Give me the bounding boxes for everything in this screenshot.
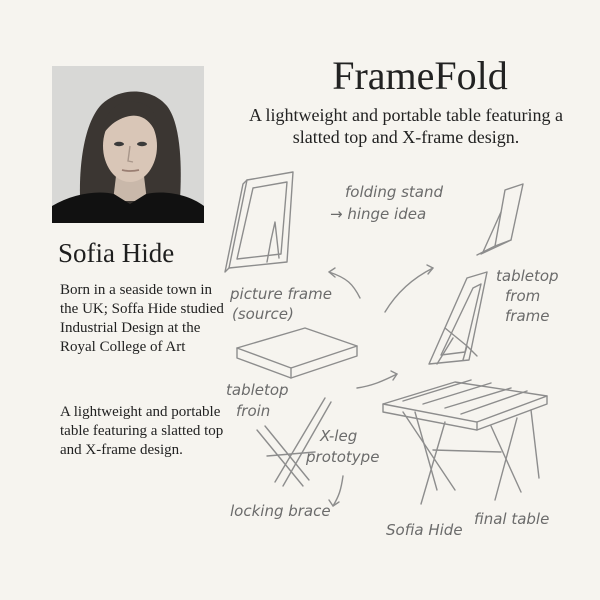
label-tabletop-froin-1: tabletop xyxy=(226,381,289,399)
arrows xyxy=(329,265,433,506)
label-tabletop-1: tabletop xyxy=(496,267,559,285)
label-tabletop-2: from xyxy=(505,287,541,305)
portrait-image xyxy=(52,66,204,223)
designer-portrait xyxy=(52,66,204,223)
label-signature: Sofia Hide xyxy=(386,521,463,539)
final-table-sketch xyxy=(383,380,547,504)
label-tabletop-froin-2: froin xyxy=(236,402,271,420)
label-hinge-idea: → hinge idea xyxy=(330,205,427,223)
label-tabletop-3: frame xyxy=(505,307,550,325)
label-picture-frame: picture frame xyxy=(230,285,332,303)
designer-bio: Born in a seaside town in the UK; Soffa Hide studied Industrial Design at the Royal College of Art xyxy=(60,282,224,355)
label-x-leg: X-leg xyxy=(320,427,358,445)
page-title: FrameFold xyxy=(332,53,508,98)
label-prototype: prototype xyxy=(306,448,380,466)
label-final-table: final table xyxy=(474,510,550,528)
picture-frame-sketch xyxy=(225,172,293,272)
label-folding-stand: folding stand xyxy=(345,183,444,201)
flat-tabletop-sketch xyxy=(237,328,357,378)
label-locking-brace: locking brace xyxy=(230,502,331,520)
product-description: A lightweight and portable table featuring a slatted top and X-frame design. xyxy=(60,404,224,458)
designer-name: Sofia Hide xyxy=(58,238,175,268)
tabletop-from-frame-sketch xyxy=(429,272,487,364)
page-subtitle: A lightweight and portable table featuring a slatted top and X-frame design. xyxy=(249,105,563,147)
label-source: (source) xyxy=(232,305,294,323)
folding-stand-sketch xyxy=(477,184,523,255)
